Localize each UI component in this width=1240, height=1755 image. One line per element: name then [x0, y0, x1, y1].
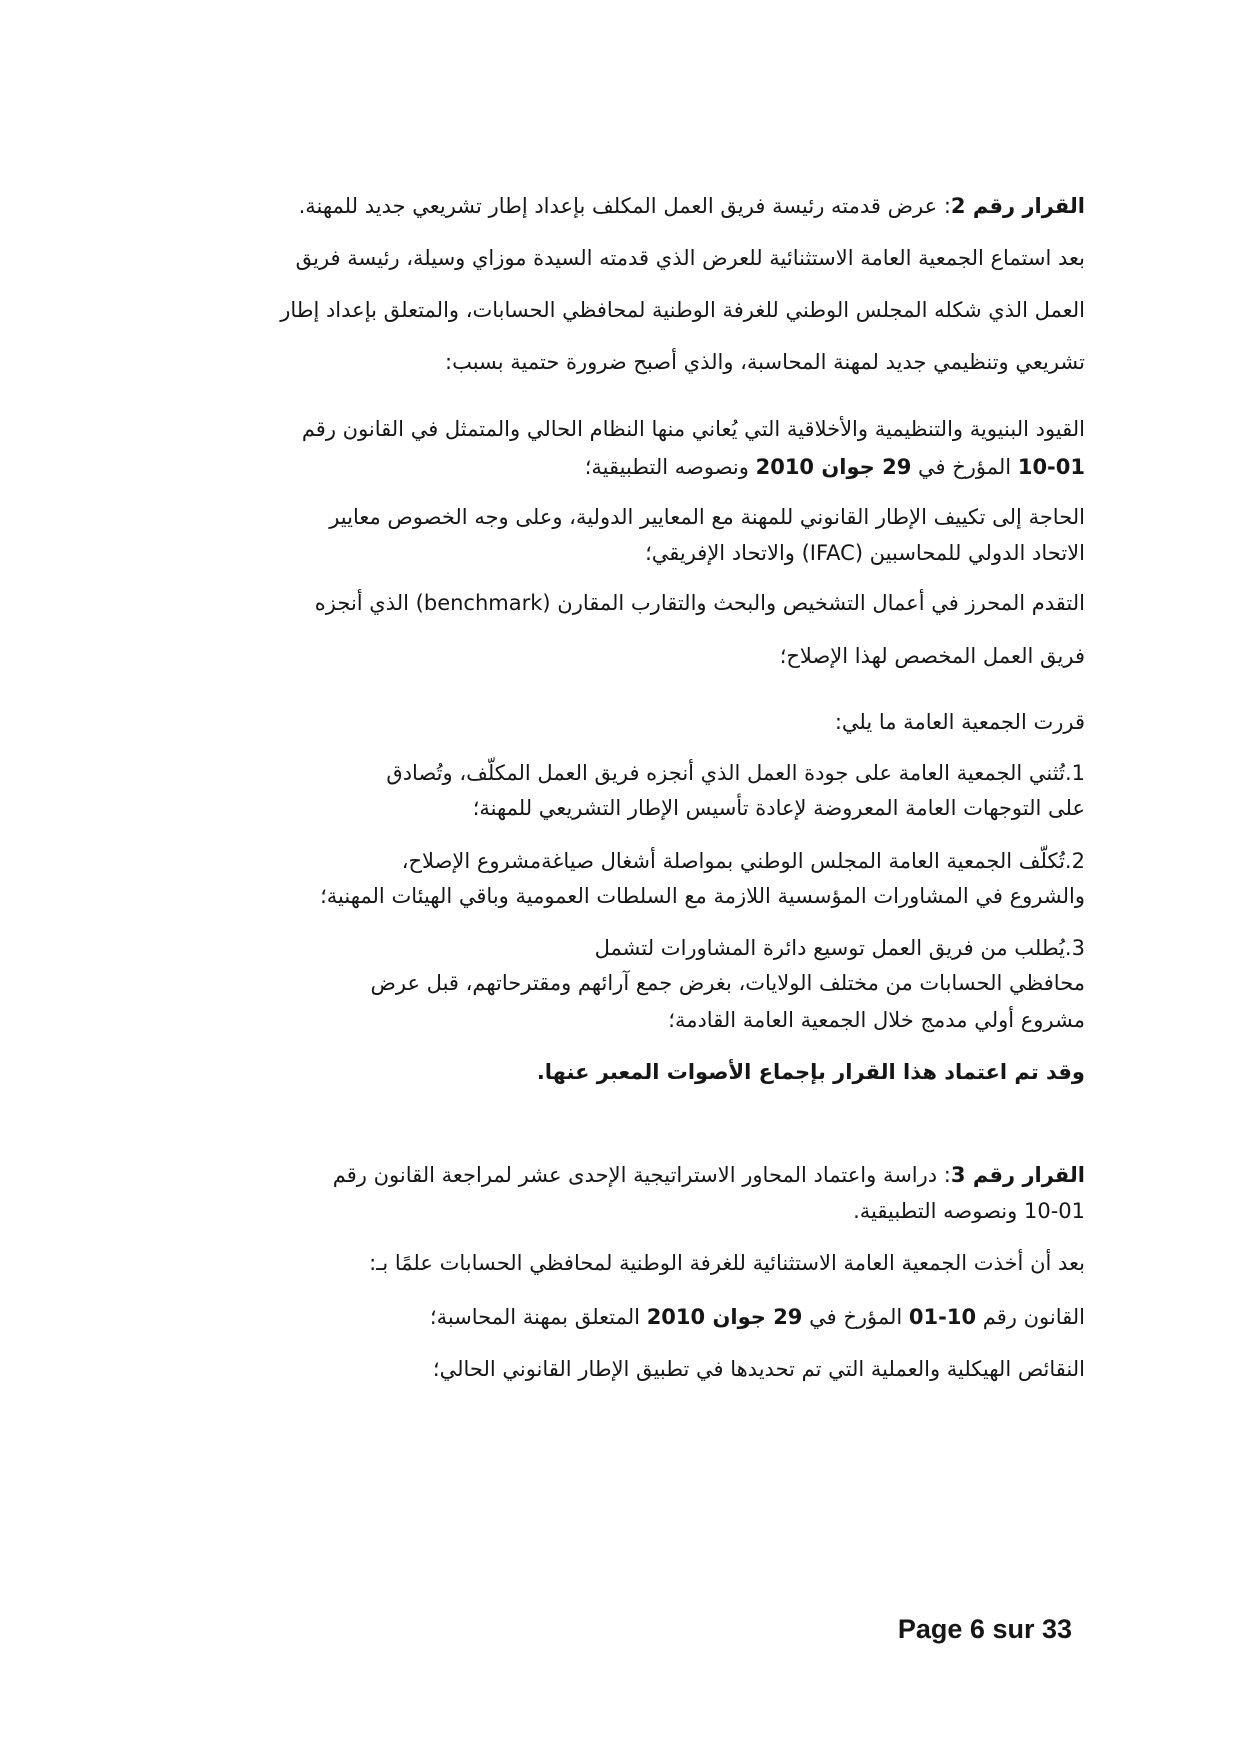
decision-2-intro-line-3: تشريعي وتنظيمي جديد لمهنة المحاسبة، والذي أصبح ضرورة حتمية بسبب: — [445, 350, 1085, 374]
reason-1-law-number: 10-01 — [1017, 455, 1085, 479]
page-number: Page 6 sur 33 — [897, 1614, 1072, 1644]
decision-3-deficiencies: النقائص الهيكلية والعملية التي تم تحديدها في تطبيق الإطار القانوني الحالي؛ — [432, 1357, 1085, 1381]
reason-1-line-2: 10-01 المؤرخ في 29 جوان 2010 ونصوصه التطبيقية؛ — [584, 455, 1085, 479]
item-1-line-1: 1.تُثني الجمعية العامة على جودة العمل الذي أنجزه فريق العمل المكلّف، وتُصادق — [386, 761, 1085, 785]
decision-3-heading — [120, 1160, 1085, 1190]
reason-2-line-1: الحاجة إلى تكييف الإطار القانوني للمهنة مع المعايير الدولية، وعلى وجه الخصوص معايير — [329, 505, 1085, 529]
decision-3-intro: بعد أن أخذت الجمعية العامة الاستثنائية للغرفة الوطنية لمحافظي الحسابات علمًا بـ: — [369, 1251, 1085, 1275]
decision-3-law: القانون رقم 10-01 المؤرخ في 29 جوان 2010 المتعلق بمهنة المحاسبة؛ — [429, 1305, 1085, 1329]
item-3-line-2: محافظي الحسابات من مختلف الولايات، بغرض جمع آرائهم ومقترحاتهم، قبل عرض — [370, 971, 1085, 995]
decision-3-title: : دراسة واعتماد المحاور الاستراتيجية الإحدى عشر لمراجعة القانون رقم — [332, 1163, 951, 1187]
decision-2-heading — [120, 191, 1085, 221]
item-2-line-1: 2.تُكلّف الجمعية العامة المجلس الوطني بمواصلة أشغال صياغةمشروع الإصلاح، — [401, 849, 1085, 873]
item-2-line-2: والشروع في المشاورات المؤسسية اللازمة مع السلطات العمومية وباقي الهيئات المهنية؛ — [320, 884, 1085, 908]
item-3-line-1: 3.يُطلب من فريق العمل توسيع دائرة المشاورات لتشمل — [594, 936, 1085, 960]
decided-intro: قررت الجمعية العامة ما يلي: — [834, 710, 1085, 734]
item-1-line-2: على التوجهات العامة المعروضة لإعادة تأسيس الإطار التشريعي للمهنة؛ — [472, 796, 1085, 820]
decision-2-intro-line-2: العمل الذي شكله المجلس الوطني للغرفة الوطنية لمحافظي الحسابات، والمتعلق بإعداد إطار — [280, 298, 1085, 322]
reason-2-line-2: الاتحاد الدولي للمحاسبين (IFAC) والاتحاد الإفريقي؛ — [645, 541, 1085, 565]
decision-2-intro-line-1: بعد استماع الجمعية العامة الاستثنائية للعرض الذي قدمته السيدة موزاي وسيلة، رئيسة فريق — [295, 246, 1085, 270]
reason-3-line-2: فريق العمل المخصص لهذا الإصلاح؛ — [779, 644, 1085, 668]
decision-3-law-date: 29 جوان 2010 — [646, 1305, 803, 1329]
reason-3-line-1: التقدم المحرز في أعمال التشخيص والبحث والتقارب المقارن (benchmark) الذي أنجزه — [314, 591, 1085, 615]
decision-2-label: القرار رقم 2 — [950, 194, 1085, 218]
item-3-line-3: مشروع أولي مدمج خلال الجمعية العامة القادمة؛ — [668, 1008, 1085, 1032]
decision-3-law-number: 10-01 — [908, 1305, 977, 1329]
reason-1-law-date: 29 جوان 2010 — [755, 455, 912, 479]
decision-3-heading-line-2: 10-01 ونصوصه التطبيقية. — [853, 1199, 1085, 1223]
decision-2-title: : عرض قدمته رئيسة فريق العمل المكلف بإعداد إطار تشريعي جديد للمهنة. — [298, 194, 951, 218]
decision-2-adopted: وقد تم اعتماد هذا القرار بإجماع الأصوات المعبر عنها. — [536, 1060, 1085, 1084]
reason-1-line-1: القيود البنيوية والتنظيمية والأخلاقية التي يُعاني منها النظام الحالي والمتمثل في القانون رقم — [301, 417, 1085, 441]
decision-3-label: القرار رقم 3 — [950, 1163, 1085, 1187]
